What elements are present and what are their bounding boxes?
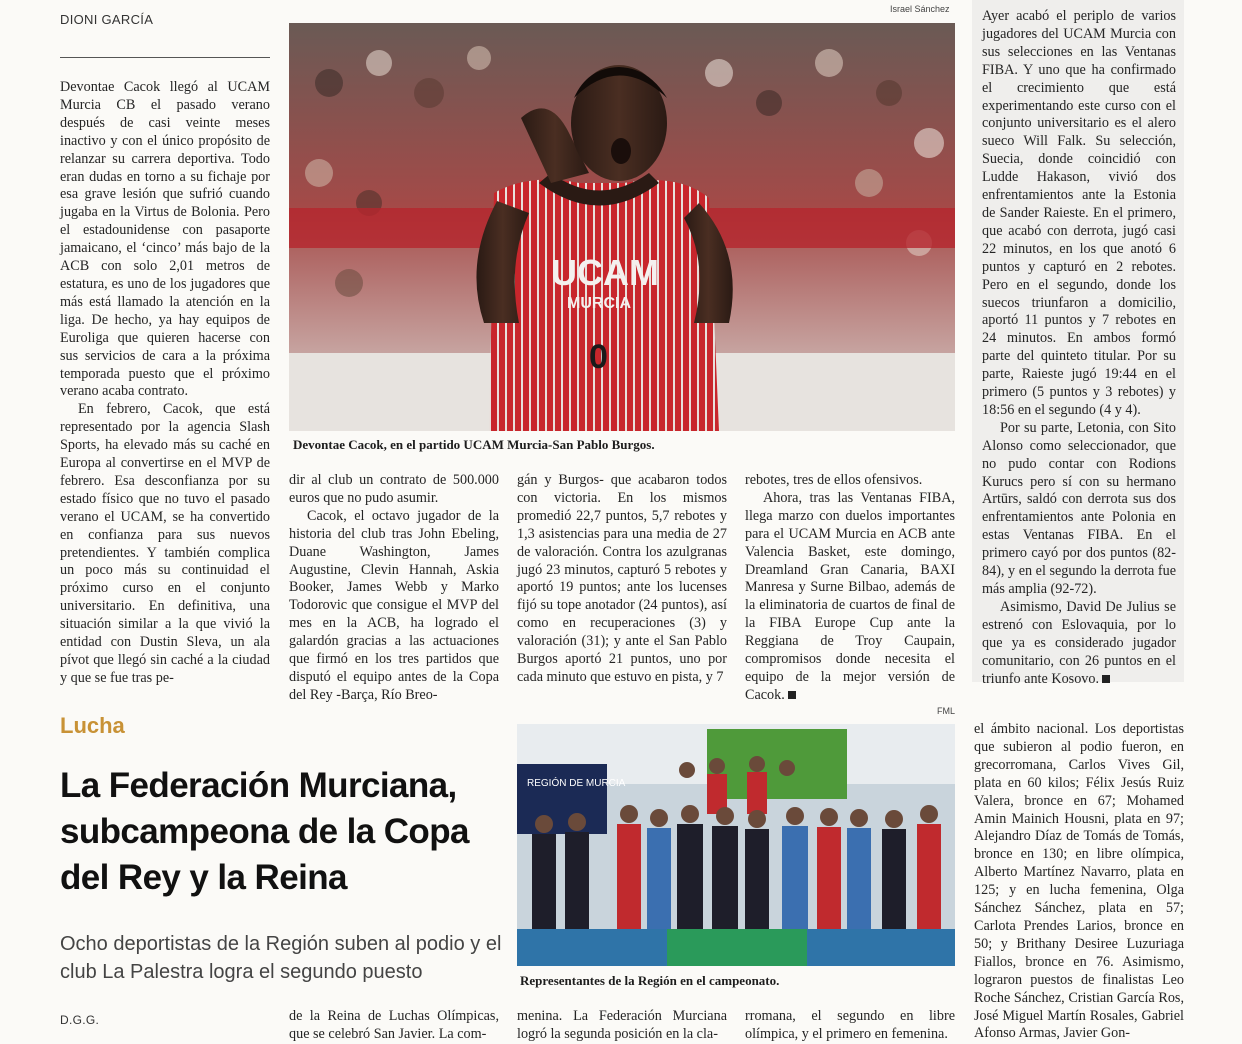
end-mark-icon	[1102, 675, 1110, 683]
paragraph: gán y Burgos- que acabaron todos con victoria. En los mismos promedió 22,7 puntos, 5,7 rebotes y 1,3 asistencias para una media de 27 de valoración. Contra los azulgranas jugó 23 minutos, capturó 5 rebotes y aportó 19 puntos; ante los lucenses fijó su tope anotador (24 puntos), así como en recuperaciones (3) y valoración (31); y ante el San Pablo Burgos aportó 21 puntos, uno por cada minuto que estuvo en pista, y 7	[517, 472, 727, 685]
paragraph: Ayer acabó el periplo de varios jugadores del UCAM Murcia con sus selecciones en las Ventanas FIBA. Y uno que ha confirmado el crecimiento que está experimentando este curso con el conjunto universitario es el alero sueco Will Falk. Su selección, Suecia, donde coincidió con Ludde Hakason, vivió dos enfrentamientos ante la Estonia de Sander Raieste. En el primero, que acabó con derrota, jugó casi 22 minutos, en los que anotó 6 puntos y capturó en 2 rebotes. Pero en el segundo, donde los suecos triunfaron a domicilio, aportó 11 puntos y 7 rebotes en 24 minutos. En ambos formó parte del quinteto titular. Por su parte, Raieste jugó 19:44 en el primero (5 puntos y 3 rebotes) y 18:56 en el segundo (4 y 4).	[982, 8, 1176, 418]
paragraph: Devontae Cacok llegó al UCAM Murcia CB el pasado verano después de casi veinte meses inactivo y con el único propósito de relanzar su carrera deportiva. Todo eran dudas en torno a su fichaje por esa grave lesión que sufrió cuando jugaba en la Virtus de Bolonia. Pero el estadounidense con pasaporte jamaicano, el ‘cinco’ más bajo de la ACB con solo 2,01 metros de estatura, es uno de los jugadores que más está llamado la atención en la liga. De hecho, ya hay equipos de Euroliga que quieren hacerse con sus servicios de cara a la próxima temporada puesto que el próximo verano acaba contrato.	[60, 79, 270, 400]
bottom-photo-caption: Representantes de la Región en el campeonato.	[520, 973, 780, 988]
top-author-byline: DIONI GARCÍA	[60, 12, 154, 27]
paragraph: rebotes, tres de ellos ofensivos.	[745, 472, 923, 488]
jersey-text-ucam: UCAM	[551, 252, 659, 293]
top-article-column-1	[60, 79, 270, 689]
bottom-article-column-2	[289, 1008, 499, 1042]
paragraph: dir al club un contrato de 500.000 euros que no pudo asumir.	[289, 472, 499, 506]
end-mark-icon	[788, 691, 796, 699]
paragraph: Por su parte, Letonia, con Sito Alonso como seleccionador, que no pudo contar con Rodions Kurucs pero sí con su hermano Artūrs, saldó con derrota sus dos enfrentamientos ante Polonia en estas Ventanas FIBA. En el primero cayó por dos puntos (82-84), y en el segundo la derrota fue más amplia (92-72).	[982, 419, 1176, 597]
top-article-column-2	[289, 472, 499, 703]
jersey-text-murcia: MURCIA	[567, 295, 631, 312]
bottom-headline: La Federación Murciana, subcampeona de la Copa del Rey y la Reina	[60, 766, 469, 897]
paragraph: menina. La Federación Murciana logró la segunda posición en la cla-	[517, 1008, 727, 1042]
top-article-column-4	[745, 472, 955, 703]
bottom-article-column-3	[517, 1008, 727, 1042]
sidebar-text	[982, 8, 1176, 687]
paragraph: rromana, el segundo en libre olímpica, y el primero en femenina.	[745, 1008, 955, 1042]
byline-divider	[60, 57, 270, 58]
paragraph: Ahora, tras las Ventanas FIBA, llega marzo con duelos importantes para el UCAM Murcia en ACB ante Valencia Basket, este domingo, Dreamland Gran Canaria, BAXI Manresa y Surne Bilbao, además de la eliminatoria de cuartos de final de la FIBA Europe Cup ante la Reggiana de Troy Caupain, compromisos donde necesita el equipo de la mejor versión de Cacok.	[745, 489, 955, 703]
paragraph: el ámbito nacional. Los deportistas que subieron al podio fueron, en grecorromana, Carlos Vives Gil, plata en 60 kilos; Félix Jesús Ruiz Valera, bronce en 67; Mohamed Amin Mainich Housni, plata en 97; Alejandro Díaz de Tomás de Tomás, bronce en 130; en libre olímpica, Alberto Martínez Navarro, plata en 125; y en lucha femenina, Olga Sánchez Sánchez, plata en 57; Carlota Prendes Larios, bronce en 50; y Brithany Desiree Luzuriaga Fiallos, bronce en 76. Asimismo, lograron puestos de finalistas Leo Roche Sánchez, Cristian García Ros, José Miguel Martín Rosales, Gabriel Afonso Armas, Javier Gon-	[974, 721, 1184, 1042]
jersey-number: 0	[589, 338, 608, 376]
paragraph: Cacok, el octavo jugador de la historia del club tras John Ebeling, Duane Washington, James Augustine, Clevin Hannah, Askia Booker, James Webb y Marko Todorovic que consigue el MVP del mes en la ACB, ha logrado el galardón gracias a las actuaciones que firmó en los tres partidos que disputó el equipo antes de la Copa del Rey -Barça, Río Breo-	[289, 507, 499, 703]
paragraph: En febrero, Cacok, que está representado por la agencia Slash Sports, ha elevado más su caché en Europa al convertirse en el MVP de febrero. Esa desconfianza por su estado físico que no tuvo el pasado verano el UCAM, se ha convertido en confianza para sus nuevos pretendientes. Y también complica un poco más su continuidad el próximo curso en el conjunto universitario. En definitiva, una situación similar a la que vivió la entidad con Dustin Sleva, un ala pívot que llegó sin caché a la ciudad y que se fue tras pe-	[60, 401, 270, 686]
bottom-subhead: Ocho deportistas de la Región suben al podio y el club La Palestra logra el segundo puesto	[60, 933, 502, 983]
top-article-column-3	[517, 472, 727, 688]
basketball-player-photo	[289, 23, 955, 431]
bottom-photo-credit: FML	[937, 706, 955, 716]
top-photo-credit: Israel Sánchez	[890, 4, 950, 14]
bottom-article-column-4	[745, 1008, 955, 1042]
paragraph: de la Reina de Luchas Olímpicas, que se celebró San Javier. La com-	[289, 1008, 499, 1042]
section-label-lucha: Lucha	[60, 713, 125, 738]
bottom-article-right-column	[974, 721, 1184, 1042]
bottom-author-byline: D.G.G.	[60, 1013, 100, 1027]
top-photo-caption: Devontae Cacok, en el partido UCAM Murcia-San Pablo Burgos.	[293, 437, 655, 452]
paragraph: Asimismo, David De Julius se estrenó con Eslovaquia, por lo que ya es considerado jugador comunitario, con 26 puntos en el triunfo ante Kosovo.	[982, 598, 1176, 687]
region-banner-text: REGIÓN DE MURCIA	[527, 778, 626, 789]
wrestling-team-photo	[517, 724, 955, 966]
fiba-sidebar-box	[972, 0, 1184, 687]
